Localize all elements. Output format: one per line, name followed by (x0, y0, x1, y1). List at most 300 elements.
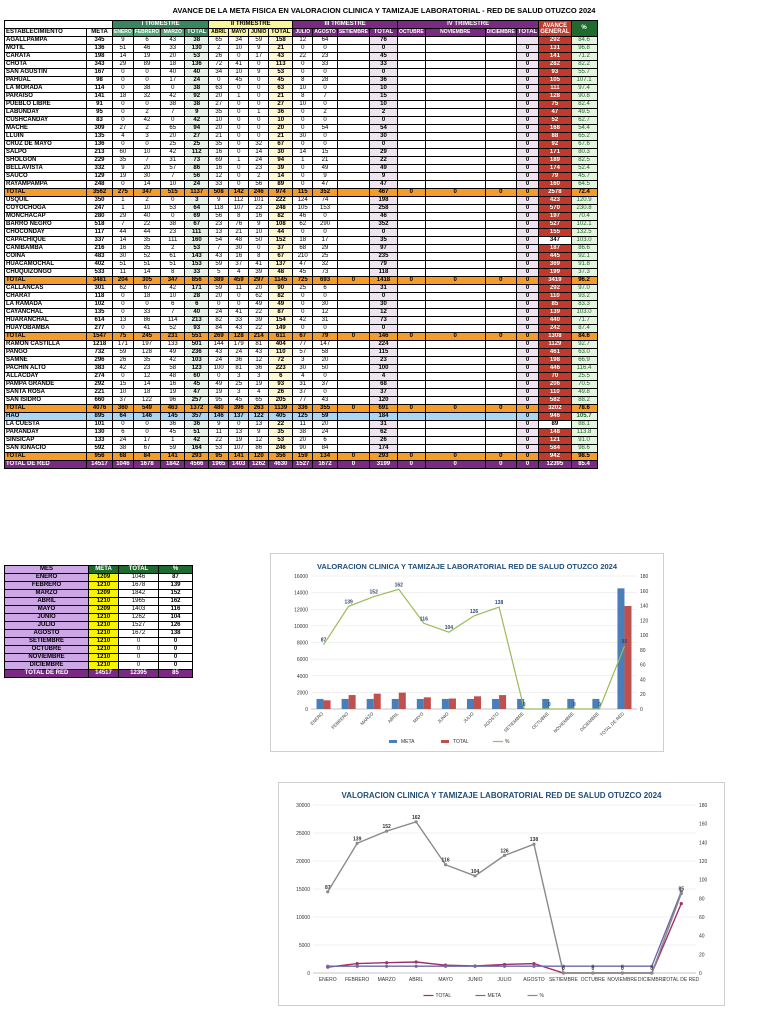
avance-cell: 128 (539, 93, 571, 101)
value-cell: 30 (313, 301, 338, 309)
value-cell (425, 229, 485, 237)
value-cell: 269 (209, 333, 229, 341)
value-cell: 7 (161, 173, 185, 181)
establishment-name: SHOLGON (5, 157, 87, 165)
meta-cell: 292 (87, 381, 113, 389)
value-cell: 0 (516, 277, 538, 285)
pct-cell: 116.4 (571, 365, 597, 373)
table-row (5, 421, 598, 429)
meta-cell: 91 (87, 101, 113, 109)
subtotal-row (5, 333, 598, 341)
pct-cell: 37.3 (571, 269, 597, 277)
value-cell (485, 237, 516, 245)
value-cell: 12 (313, 309, 338, 317)
value-cell: 6 (185, 301, 209, 309)
value-cell: 0 (113, 421, 134, 429)
value-cell (485, 285, 516, 293)
value-cell: 0 (369, 45, 397, 53)
value-cell: 65 (249, 397, 269, 405)
value-cell: 0 (516, 165, 538, 173)
value-cell: 62 (369, 429, 397, 437)
value-cell: 223 (269, 365, 293, 373)
value-cell: 0 (249, 77, 269, 85)
pct-cell: 71.7 (571, 317, 597, 325)
meta-cell: 518 (87, 221, 113, 229)
value-cell: 8 (249, 253, 269, 261)
point-meta (326, 965, 329, 968)
value-cell (337, 357, 369, 365)
value-cell: 67 (293, 333, 313, 341)
meta-cell: 350 (87, 197, 113, 205)
value-cell (337, 197, 369, 205)
line-pct (324, 589, 625, 709)
value-cell: 30 (293, 365, 313, 373)
value-cell: 22 (133, 221, 160, 229)
value-cell: 48 (269, 269, 293, 277)
pct-cell: 85.4 (571, 461, 597, 469)
value-cell: 118 (369, 269, 397, 277)
value-cell: 0 (313, 117, 338, 125)
pct-cell: 105.7 (571, 413, 597, 421)
meta-cell: 141 (87, 93, 113, 101)
value-cell: 293 (185, 453, 209, 461)
pct-cell: 64.5 (571, 181, 597, 189)
pct-cell: 66.9 (571, 357, 597, 365)
value-cell: 297 (249, 277, 269, 285)
value-cell (485, 309, 516, 317)
value-cell: 246 (249, 189, 269, 197)
value-cell: 134 (313, 453, 338, 461)
value-cell: 0 (397, 333, 425, 341)
value-cell (425, 245, 485, 253)
value-cell: 222 (269, 197, 293, 205)
value-cell: 236 (185, 349, 209, 357)
value-cell: 53 (269, 69, 293, 77)
value-cell (337, 365, 369, 373)
y-tick-label: 0 (307, 971, 310, 977)
y-tick-label: 16000 (294, 574, 308, 580)
meta-cell: 167 (87, 69, 113, 77)
meta-cell: 1547 (87, 333, 113, 341)
value-cell (397, 37, 425, 45)
value-cell: 0 (516, 309, 538, 317)
value-cell (485, 61, 516, 69)
value-cell (485, 325, 516, 333)
summary-row (5, 638, 193, 646)
x-tick-label: NOVIEMBRE (552, 711, 576, 734)
summary-month: ENERO (5, 574, 89, 582)
avance-cell: 75 (539, 101, 571, 109)
value-cell: 0 (516, 357, 538, 365)
value-cell: 0 (516, 421, 538, 429)
value-cell (337, 173, 369, 181)
value-cell (337, 149, 369, 157)
value-cell: 143 (185, 253, 209, 261)
value-cell: 47 (293, 261, 313, 269)
value-cell: 44 (269, 229, 293, 237)
value-cell: 16 (113, 245, 134, 253)
data-label: 0 (620, 966, 624, 972)
value-cell: 7 (209, 245, 229, 253)
data-label: 152 (369, 589, 378, 596)
summary-total: 1672 (119, 630, 159, 638)
value-cell (425, 285, 485, 293)
y2-tick-label: 0 (699, 971, 702, 977)
data-label: 104 (444, 625, 454, 632)
establishment-name: RAMÓN CASTILLA (5, 341, 87, 349)
value-cell: 0 (133, 141, 160, 149)
establishment-name: CHUQUIZONGO (5, 269, 87, 277)
establishment-name: SANTA ROSA (5, 389, 87, 397)
avance-header: AVANCE GENERAL (540, 22, 570, 35)
summary-pct: 138 (159, 630, 193, 638)
bar-total (374, 694, 381, 709)
value-cell: 6 (313, 437, 338, 445)
value-cell (397, 205, 425, 213)
value-cell (425, 61, 485, 69)
value-cell: 0 (516, 141, 538, 149)
value-cell: 0 (161, 117, 185, 125)
value-cell: 19 (249, 381, 269, 389)
avance-cell: 110 (539, 293, 571, 301)
value-cell (397, 181, 425, 189)
value-cell: 0 (293, 141, 313, 149)
value-cell: 1672 (313, 461, 338, 469)
value-cell: 0 (249, 61, 269, 69)
summary-pct: 0 (159, 638, 193, 646)
table-row (5, 269, 598, 277)
month-header: ENERO (114, 29, 132, 35)
value-cell: 0 (209, 301, 229, 309)
value-cell (337, 37, 369, 45)
value-cell (425, 85, 485, 93)
value-cell (485, 365, 516, 373)
value-cell: 42 (185, 437, 209, 445)
pct-cell: 70.5 (571, 381, 597, 389)
value-cell: 0 (113, 309, 134, 317)
summary-month: SETIEMBRE (5, 638, 89, 646)
avance-cell: 168 (539, 125, 571, 133)
table-row (5, 101, 598, 109)
value-cell (485, 349, 516, 357)
value-cell (397, 93, 425, 101)
value-cell: 0 (161, 213, 185, 221)
value-cell: 0 (337, 333, 369, 341)
value-cell: 356 (269, 453, 293, 461)
value-cell: 38 (133, 85, 160, 93)
value-cell: 0 (516, 149, 538, 157)
value-cell: 0 (516, 237, 538, 245)
value-cell: 84 (133, 453, 160, 461)
value-cell: 24 (185, 77, 209, 85)
establishment-name: LA MORADA (5, 85, 87, 93)
value-cell: 23 (209, 221, 229, 229)
value-cell (485, 181, 516, 189)
pct-cell: 113.8 (571, 429, 597, 437)
value-cell: 45 (229, 397, 249, 405)
table-row (5, 173, 598, 181)
value-cell: 1965 (209, 461, 229, 469)
value-cell: 0 (229, 101, 249, 109)
value-cell (485, 213, 516, 221)
value-cell (425, 325, 485, 333)
table-row (5, 77, 598, 85)
value-cell (337, 413, 369, 421)
value-cell: 0 (313, 229, 338, 237)
x-tick-label: MAYO (411, 711, 425, 724)
value-cell: 198 (369, 197, 397, 205)
value-cell: 0 (516, 389, 538, 397)
value-cell: 9 (313, 173, 338, 181)
summary-meta: 1210 (89, 630, 119, 638)
value-cell: 248 (269, 205, 293, 213)
value-cell: 65 (161, 125, 185, 133)
avance-cell: 92 (539, 141, 571, 149)
value-cell: 0 (133, 69, 160, 77)
value-cell (516, 37, 538, 45)
value-cell: 0 (249, 125, 269, 133)
avance-cell: 70 (539, 373, 571, 381)
bar-line-chart (270, 553, 664, 752)
value-cell (337, 181, 369, 189)
summary-footer-cell: 85 (159, 670, 193, 678)
value-cell: 40 (185, 309, 209, 317)
value-cell: 20 (249, 285, 269, 293)
value-cell: 60 (113, 149, 134, 157)
value-cell (425, 365, 485, 373)
value-cell: 11 (293, 421, 313, 429)
value-cell: 38 (161, 101, 185, 109)
value-cell: 3 (249, 373, 269, 381)
value-cell: 0 (516, 317, 538, 325)
value-cell: 43 (249, 349, 269, 357)
data-label: 126 (500, 848, 509, 855)
value-cell: 24 (313, 429, 338, 437)
avance-cell: 197 (539, 213, 571, 221)
value-cell: 141 (229, 453, 249, 461)
value-cell: 54 (209, 237, 229, 245)
value-cell (425, 445, 485, 453)
value-cell: 0 (516, 333, 538, 341)
value-cell: 0 (337, 453, 369, 461)
avance-cell: 2578 (539, 189, 571, 197)
value-cell: 37 (269, 245, 293, 253)
table-row (5, 261, 598, 269)
value-cell: 112 (229, 197, 249, 205)
table-row (5, 317, 598, 325)
value-cell: 0 (516, 189, 538, 197)
summary-pct: 139 (159, 582, 193, 590)
value-cell: 2 (249, 173, 269, 181)
value-cell: 56 (185, 173, 209, 181)
value-cell: 4566 (185, 461, 209, 469)
quarter-total-header: TOTAL (369, 29, 397, 37)
summary-meta: 1210 (89, 662, 119, 670)
value-cell (485, 221, 516, 229)
value-cell (485, 93, 516, 101)
value-cell: 35 (369, 237, 397, 245)
data-label: 139 (353, 836, 362, 843)
value-cell (425, 173, 485, 181)
value-cell: 43 (161, 37, 185, 45)
value-cell: 0 (516, 269, 538, 277)
summary-pct: 162 (159, 598, 193, 606)
table-row (5, 37, 598, 45)
summary-row (5, 646, 193, 654)
value-cell (425, 45, 485, 53)
value-cell: 35 (269, 429, 293, 437)
value-cell (337, 45, 369, 53)
bar-total (324, 700, 331, 709)
x-tick-label: ABRIL (408, 977, 424, 983)
avance-cell: 527 (539, 221, 571, 229)
meta-cell: 614 (87, 317, 113, 325)
value-cell (485, 197, 516, 205)
value-cell (425, 253, 485, 261)
value-cell: 0 (516, 157, 538, 165)
value-cell: 26 (113, 357, 134, 365)
value-cell: 1145 (269, 277, 293, 285)
establishment-name: LA CUESTA (5, 421, 87, 429)
value-cell: 30 (113, 253, 134, 261)
pct-cell: 71.2 (571, 53, 597, 61)
establishment-name: MONCHACAP (5, 213, 87, 221)
value-cell: 0 (229, 117, 249, 125)
value-cell: 22 (269, 421, 293, 429)
value-cell: 0 (425, 189, 485, 197)
value-cell: 146 (133, 413, 160, 421)
value-cell: 30 (133, 173, 160, 181)
value-cell (337, 205, 369, 213)
value-cell (397, 309, 425, 317)
meta-cell: 1218 (87, 341, 113, 349)
subtotal-row (5, 405, 598, 413)
page-title: AVANCE DE LA META FISICA EN VALORACION CLINICA Y TAMIZAJE LABORATORIAL - RED DE SALUD OTUZCO 2024 (172, 6, 596, 15)
value-cell: 123 (185, 365, 209, 373)
value-cell: 0 (516, 133, 538, 141)
value-cell: 33 (133, 309, 160, 317)
meta-cell: 213 (87, 149, 113, 157)
value-cell: 0 (229, 421, 249, 429)
table-row (5, 437, 598, 445)
value-cell (485, 53, 516, 61)
value-cell: 18 (161, 61, 185, 69)
establishment-name: TOTAL (5, 189, 87, 197)
value-cell: 8 (293, 93, 313, 101)
establishment-name: PARANDAY (5, 429, 87, 437)
x-tick-label: OCTUBRE (580, 977, 606, 983)
bar-meta (367, 699, 374, 709)
value-cell: 2 (133, 197, 160, 205)
avance-cell: 582 (539, 397, 571, 405)
y2-tick-label: 100 (640, 633, 649, 640)
value-cell: 3 (293, 357, 313, 365)
value-cell: 0 (516, 349, 538, 357)
value-cell: 59 (161, 445, 185, 453)
avance-cell: 199 (539, 269, 571, 277)
value-cell: 24 (249, 157, 269, 165)
pct-cell: 230.8 (571, 205, 597, 213)
pct-cell: 72.4 (571, 189, 597, 197)
value-cell: 67 (269, 253, 293, 261)
pct-cell: 96.8 (571, 45, 597, 53)
meta-cell: 274 (87, 373, 113, 381)
value-cell: 17 (313, 237, 338, 245)
value-cell (425, 237, 485, 245)
value-cell: 43 (313, 397, 338, 405)
value-cell: 38 (185, 85, 209, 93)
value-cell: 389 (209, 277, 229, 285)
line-meta (328, 892, 682, 967)
value-cell: 974 (269, 189, 293, 197)
value-cell (485, 317, 516, 325)
establishment-name: PAMPA GRANDE (5, 381, 87, 389)
value-cell: 36 (369, 77, 397, 85)
value-cell: 14 (113, 53, 134, 61)
value-cell: 153 (185, 261, 209, 269)
quarter-total-header: TOTAL (269, 29, 293, 37)
x-tick-label: MARZO (359, 711, 375, 727)
value-cell: 9 (185, 109, 209, 117)
value-cell: 0 (113, 109, 134, 117)
avance-cell: 423 (539, 197, 571, 205)
summary-meta: 1210 (89, 614, 119, 622)
value-cell: 9 (209, 421, 229, 429)
value-cell: 31 (369, 421, 397, 429)
avance-cell: 93 (539, 69, 571, 77)
value-cell (397, 229, 425, 237)
meta-cell: 117 (87, 229, 113, 237)
value-cell: 32 (133, 93, 160, 101)
value-cell (485, 157, 516, 165)
value-cell: 159 (293, 453, 313, 461)
value-cell: 124 (293, 197, 313, 205)
value-cell (397, 293, 425, 301)
y-tick-label: 12000 (294, 607, 308, 614)
value-cell (425, 341, 485, 349)
value-cell: 7 (161, 109, 185, 117)
value-cell (425, 301, 485, 309)
value-cell (485, 445, 516, 453)
y-tick-label: 0 (305, 707, 308, 713)
value-cell: 125 (293, 413, 313, 421)
value-cell: 95 (209, 397, 229, 405)
value-cell: 57 (161, 165, 185, 173)
value-cell: 45 (369, 53, 397, 61)
value-cell: 16 (229, 253, 249, 261)
pct-cell: 82.2 (571, 61, 597, 69)
value-cell (425, 37, 485, 45)
summary-footer-row (5, 670, 193, 678)
value-cell: 21 (313, 157, 338, 165)
value-cell: 46 (293, 213, 313, 221)
quarter-header: II TRIMESTRE (209, 21, 293, 29)
value-cell: 27 (185, 133, 209, 141)
value-cell: 0 (397, 189, 425, 197)
value-cell: 67 (133, 445, 160, 453)
value-cell: 10 (293, 85, 313, 93)
value-cell: 30 (293, 133, 313, 141)
value-cell (397, 133, 425, 141)
avance-cell: 1129 (539, 341, 571, 349)
meta-cell: 247 (87, 205, 113, 213)
x-tick-label: ENERO (309, 711, 325, 727)
table-row (5, 373, 598, 381)
table-row (5, 341, 598, 349)
value-cell (485, 429, 516, 437)
value-cell: 46 (133, 45, 160, 53)
value-cell: 6 (113, 429, 134, 437)
